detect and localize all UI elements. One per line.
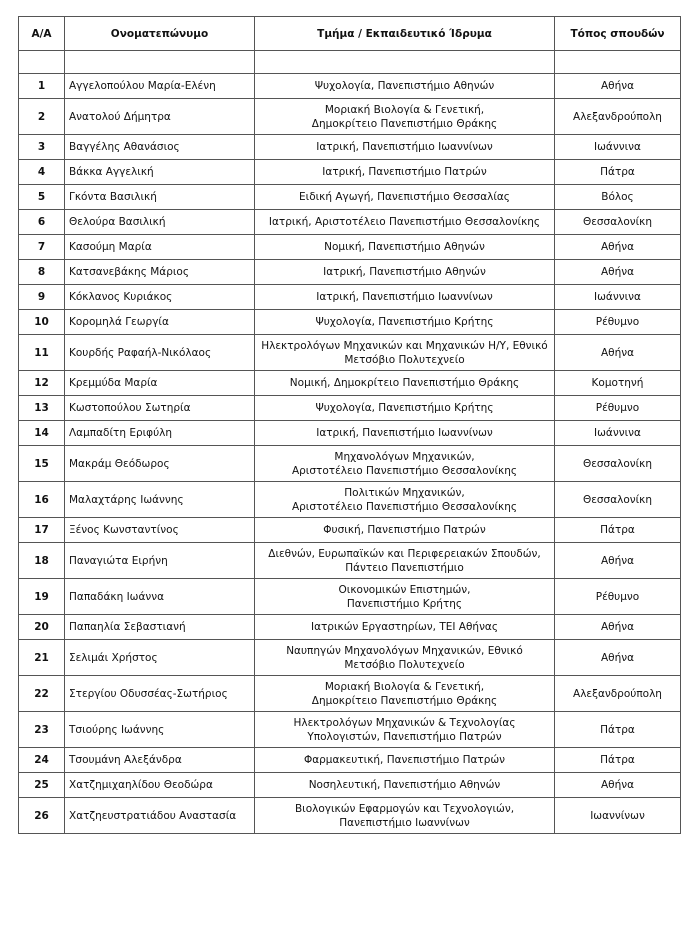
department-cell bbox=[255, 135, 555, 160]
department-cell bbox=[255, 676, 555, 712]
student-name: Ανατολού Δήμητρα bbox=[65, 99, 255, 135]
header-name: Ονοματεπώνυμο bbox=[65, 17, 255, 51]
study-location: Αλεξανδρούπολη bbox=[555, 676, 681, 712]
spacer-cell bbox=[65, 51, 255, 74]
student-name: Σελιμάι Χρήστος bbox=[65, 640, 255, 676]
spacer-row bbox=[19, 51, 681, 74]
spacer-cell bbox=[19, 51, 65, 74]
table-row bbox=[19, 235, 681, 260]
table-row bbox=[19, 798, 681, 834]
department-line: Νομική, Δημοκρίτειο Πανεπιστήμιο Θράκης bbox=[289, 377, 520, 389]
study-location: Αθήνα bbox=[555, 235, 681, 260]
header-place: Τόπος σπουδών bbox=[555, 17, 681, 51]
department-line: Μοριακή Βιολογία & Γενετική, bbox=[324, 103, 485, 116]
student-name: Χατζηευστρατιάδου Αναστασία bbox=[65, 798, 255, 834]
department-line: Πανεπιστήμιο Ιωαννίνων bbox=[339, 816, 470, 829]
study-location: Ρέθυμνο bbox=[555, 310, 681, 335]
row-number: 2 bbox=[19, 99, 65, 135]
table-row bbox=[19, 615, 681, 640]
department-line: Νοσηλευτική, Πανεπιστήμιο Αθηνών bbox=[308, 779, 501, 791]
table-row bbox=[19, 482, 681, 518]
students-table bbox=[18, 16, 681, 834]
student-name: Κορομηλά Γεωργία bbox=[65, 310, 255, 335]
department-line: Δημοκρίτειο Πανεπιστήμιο Θράκης bbox=[311, 117, 498, 130]
department-line: Ειδική Αγωγή, Πανεπιστήμιο Θεσσαλίας bbox=[299, 191, 510, 203]
department-cell bbox=[255, 421, 555, 446]
row-number: 16 bbox=[19, 482, 65, 518]
row-number: 6 bbox=[19, 210, 65, 235]
study-location: Αθήνα bbox=[555, 335, 681, 371]
department-line: Φυσική, Πανεπιστήμιο Πατρών bbox=[323, 524, 486, 536]
study-location: Πάτρα bbox=[555, 518, 681, 543]
row-number: 18 bbox=[19, 543, 65, 579]
table-row bbox=[19, 518, 681, 543]
table-row bbox=[19, 446, 681, 482]
student-name: Παπαηλία Σεβαστιανή bbox=[65, 615, 255, 640]
department-line: Ιατρική, Πανεπιστήμιο Αθηνών bbox=[323, 266, 486, 278]
row-number: 12 bbox=[19, 371, 65, 396]
student-name: Βάκκα Αγγελική bbox=[65, 160, 255, 185]
study-location: Αθήνα bbox=[555, 615, 681, 640]
study-location: Θεσσαλονίκη bbox=[555, 482, 681, 518]
row-number: 3 bbox=[19, 135, 65, 160]
department-cell bbox=[255, 74, 555, 99]
table-row bbox=[19, 135, 681, 160]
department-cell bbox=[255, 310, 555, 335]
study-location: Βόλος bbox=[555, 185, 681, 210]
student-name: Κατσανεβάκης Μάριος bbox=[65, 260, 255, 285]
department-cell bbox=[255, 335, 555, 371]
row-number: 20 bbox=[19, 615, 65, 640]
student-name: Τσιούρης Ιωάννης bbox=[65, 712, 255, 748]
row-number: 14 bbox=[19, 421, 65, 446]
table-row bbox=[19, 773, 681, 798]
department-line: Ψυχολογία, Πανεπιστήμιο Κρήτης bbox=[315, 316, 494, 328]
study-location: Κομοτηνή bbox=[555, 371, 681, 396]
department-line: Ηλεκτρολόγων Μηχανικών και Μηχανικών Η/Υ, Εθνικό bbox=[261, 339, 548, 352]
table-row bbox=[19, 712, 681, 748]
study-location: Ιωάννινα bbox=[555, 421, 681, 446]
student-name: Αγγελοπούλου Μαρία-Ελένη bbox=[65, 74, 255, 99]
department-cell bbox=[255, 615, 555, 640]
study-location: Θεσσαλονίκη bbox=[555, 210, 681, 235]
row-number: 24 bbox=[19, 748, 65, 773]
table-row bbox=[19, 396, 681, 421]
row-number: 8 bbox=[19, 260, 65, 285]
study-location: Αθήνα bbox=[555, 260, 681, 285]
study-location: Αθήνα bbox=[555, 74, 681, 99]
department-line: Νομική, Πανεπιστήμιο Αθηνών bbox=[324, 241, 485, 253]
department-line: Αριστοτέλειο Πανεπιστήμιο Θεσσαλονίκης bbox=[291, 464, 518, 477]
row-number: 13 bbox=[19, 396, 65, 421]
study-location: Ρέθυμνο bbox=[555, 396, 681, 421]
study-location: Ρέθυμνο bbox=[555, 579, 681, 615]
student-name: Λαμπαδίτη Εριφύλη bbox=[65, 421, 255, 446]
student-name: Μαλαχτάρης Ιωάννης bbox=[65, 482, 255, 518]
row-number: 11 bbox=[19, 335, 65, 371]
department-cell bbox=[255, 371, 555, 396]
student-name: Κόκλανος Κυριάκος bbox=[65, 285, 255, 310]
study-location: Αθήνα bbox=[555, 543, 681, 579]
table-row bbox=[19, 421, 681, 446]
department-line: Διεθνών, Ευρωπαϊκών και Περιφερειακών Σπουδών, bbox=[268, 547, 541, 560]
study-location: Αθήνα bbox=[555, 640, 681, 676]
department-line: Ιατρική, Πανεπιστήμιο Ιωαννίνων bbox=[316, 427, 493, 439]
student-name: Στεργίου Οδυσσέας-Σωτήριος bbox=[65, 676, 255, 712]
department-cell bbox=[255, 185, 555, 210]
department-cell bbox=[255, 773, 555, 798]
study-location: Πάτρα bbox=[555, 748, 681, 773]
department-cell bbox=[255, 543, 555, 579]
department-cell bbox=[255, 235, 555, 260]
department-cell bbox=[255, 210, 555, 235]
table-row bbox=[19, 543, 681, 579]
department-line: Ιατρικών Εργαστηρίων, ΤΕΙ Αθήνας bbox=[310, 621, 499, 633]
table-row bbox=[19, 285, 681, 310]
row-number: 4 bbox=[19, 160, 65, 185]
department-line: Οικονομικών Επιστημών, bbox=[338, 583, 471, 596]
student-name: Παπαδάκη Ιωάννα bbox=[65, 579, 255, 615]
row-number: 23 bbox=[19, 712, 65, 748]
study-location: Πάτρα bbox=[555, 160, 681, 185]
table-row bbox=[19, 579, 681, 615]
row-number: 22 bbox=[19, 676, 65, 712]
department-line: Βιολογικών Εφαρμογών και Τεχνολογιών, bbox=[294, 802, 515, 815]
row-number: 10 bbox=[19, 310, 65, 335]
department-line: Δημοκρίτειο Πανεπιστήμιο Θράκης bbox=[311, 694, 498, 707]
department-line: Ιατρική, Πανεπιστήμιο Πατρών bbox=[322, 166, 487, 178]
student-name: Κασούμη Μαρία bbox=[65, 235, 255, 260]
department-line: Ψυχολογία, Πανεπιστήμιο Κρήτης bbox=[315, 402, 494, 414]
department-line: Μετσόβιο Πολυτεχνείο bbox=[344, 658, 465, 671]
department-line: Υπολογιστών, Πανεπιστήμιο Πατρών bbox=[307, 730, 502, 743]
department-line: Φαρμακευτική, Πανεπιστήμιο Πατρών bbox=[303, 754, 506, 766]
spacer-cell bbox=[555, 51, 681, 74]
row-number: 26 bbox=[19, 798, 65, 834]
department-cell bbox=[255, 160, 555, 185]
row-number: 17 bbox=[19, 518, 65, 543]
row-number: 21 bbox=[19, 640, 65, 676]
department-line: Ιατρική, Πανεπιστήμιο Ιωαννίνων bbox=[316, 141, 493, 153]
department-line: Ηλεκτρολόγων Μηχανικών & Τεχνολογίας bbox=[293, 716, 516, 729]
row-number: 1 bbox=[19, 74, 65, 99]
header-num: Α/Α bbox=[19, 17, 65, 51]
study-location: Αλεξανδρούπολη bbox=[555, 99, 681, 135]
table-row bbox=[19, 99, 681, 135]
student-name: Κωστοπούλου Σωτηρία bbox=[65, 396, 255, 421]
department-line: Πάντειο Πανεπιστήμιο bbox=[345, 561, 464, 574]
department-cell bbox=[255, 518, 555, 543]
table-row bbox=[19, 185, 681, 210]
department-cell bbox=[255, 482, 555, 518]
department-cell bbox=[255, 396, 555, 421]
table-row bbox=[19, 640, 681, 676]
table-row bbox=[19, 210, 681, 235]
student-name: Τσουμάνη Αλεξάνδρα bbox=[65, 748, 255, 773]
student-name: Χατζημιχαηλίδου Θεοδώρα bbox=[65, 773, 255, 798]
student-name: Θελούρα Βασιλική bbox=[65, 210, 255, 235]
table-row bbox=[19, 676, 681, 712]
student-name: Κουρδής Ραφαήλ-Νικόλαος bbox=[65, 335, 255, 371]
department-cell bbox=[255, 285, 555, 310]
student-name: Βαγγέλης Αθανάσιος bbox=[65, 135, 255, 160]
department-line: Μοριακή Βιολογία & Γενετική, bbox=[324, 680, 485, 693]
study-location: Ιωάννινα bbox=[555, 135, 681, 160]
student-name: Ξένος Κωνσταντίνος bbox=[65, 518, 255, 543]
department-line: Ιατρική, Πανεπιστήμιο Ιωαννίνων bbox=[316, 291, 493, 303]
department-cell bbox=[255, 579, 555, 615]
department-cell bbox=[255, 446, 555, 482]
row-number: 25 bbox=[19, 773, 65, 798]
student-name: Κρεμμύδα Μαρία bbox=[65, 371, 255, 396]
department-line: Μηχανολόγων Μηχανικών, bbox=[334, 450, 475, 463]
study-location: Θεσσαλονίκη bbox=[555, 446, 681, 482]
header-dept: Τμήμα / Εκπαιδευτικό Ίδρυμα bbox=[255, 17, 555, 51]
department-cell bbox=[255, 260, 555, 285]
study-location: Πάτρα bbox=[555, 712, 681, 748]
department-line: Μετσόβιο Πολυτεχνείο bbox=[344, 353, 465, 366]
department-line: Ψυχολογία, Πανεπιστήμιο Αθηνών bbox=[314, 80, 495, 92]
department-cell bbox=[255, 99, 555, 135]
department-line: Ιατρική, Αριστοτέλειο Πανεπιστήμιο Θεσσαλονίκης bbox=[268, 216, 541, 228]
department-cell bbox=[255, 640, 555, 676]
student-name: Παναγιώτα Ειρήνη bbox=[65, 543, 255, 579]
table-row bbox=[19, 310, 681, 335]
spacer-cell bbox=[255, 51, 555, 74]
department-line: Αριστοτέλειο Πανεπιστήμιο Θεσσαλονίκης bbox=[291, 500, 518, 513]
study-location: Ιωάννινα bbox=[555, 285, 681, 310]
department-line: Πανεπιστήμιο Κρήτης bbox=[346, 597, 463, 610]
student-name: Μακράμ Θεόδωρος bbox=[65, 446, 255, 482]
department-line: Ναυπηγών Μηχανολόγων Μηχανικών, Εθνικό bbox=[286, 644, 523, 657]
table-row bbox=[19, 335, 681, 371]
table-row bbox=[19, 748, 681, 773]
department-line: Πολιτικών Μηχανικών, bbox=[344, 486, 465, 499]
row-number: 19 bbox=[19, 579, 65, 615]
table-row bbox=[19, 260, 681, 285]
table-row bbox=[19, 160, 681, 185]
row-number: 9 bbox=[19, 285, 65, 310]
row-number: 15 bbox=[19, 446, 65, 482]
table-row bbox=[19, 371, 681, 396]
department-cell bbox=[255, 798, 555, 834]
header-row bbox=[19, 17, 681, 51]
student-name: Γκόντα Βασιλική bbox=[65, 185, 255, 210]
study-location: Ιωαννίνων bbox=[555, 798, 681, 834]
table-row bbox=[19, 74, 681, 99]
department-cell bbox=[255, 712, 555, 748]
row-number: 5 bbox=[19, 185, 65, 210]
table-body bbox=[19, 51, 681, 834]
department-cell bbox=[255, 748, 555, 773]
study-location: Αθήνα bbox=[555, 773, 681, 798]
row-number: 7 bbox=[19, 235, 65, 260]
